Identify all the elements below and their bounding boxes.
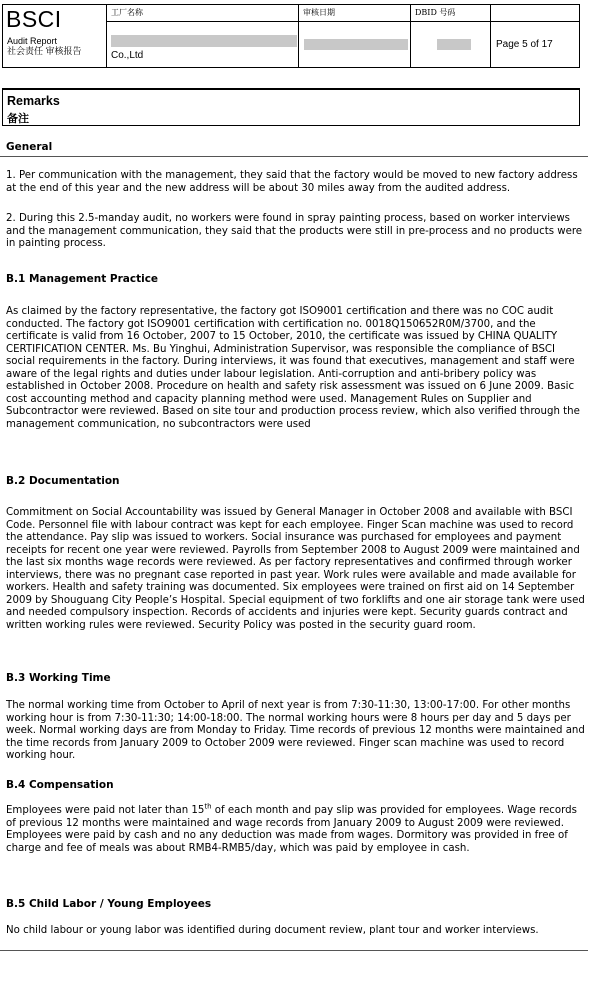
remarks-title: Remarks <box>7 94 60 108</box>
page-number: Page 5 of 17 <box>496 39 553 50</box>
remarks-title-zh: 备注 <box>7 112 29 125</box>
section-text-b4-part-a: Employees were paid not later than 15 <box>6 805 205 816</box>
audit-date-cell <box>299 5 411 67</box>
page-bottom-divider <box>0 950 588 951</box>
section-heading-b5: B.5 Child Labor / Young Employees <box>6 898 212 910</box>
factory-name-cell <box>107 5 299 67</box>
general-paragraph-2: 2. During this 2.5-manday audit, no workers were found in spray painting process, based on worker interviews and the management communication, they said that the products were still in pre-process and no products were in painting process. <box>6 213 583 249</box>
factory-suffix: Co.,Ltd <box>111 50 144 61</box>
brand-cell <box>3 5 107 67</box>
remarks-box <box>2 88 580 126</box>
dbid-cell <box>411 5 491 67</box>
section-heading-b3: B.3 Working Time <box>6 672 111 684</box>
section-text-b5: No child labour or young labor was identified during document review, plant tour and worker interviews. <box>6 925 539 936</box>
section-divider <box>0 156 588 157</box>
general-heading: General <box>6 141 53 153</box>
general-paragraph-1: 1. Per communication with the management, they said that the factory would be moved to new factory address at the end of this year and the new address will be about 30 miles away from the audited address. <box>6 170 578 194</box>
audit-date-label: 审核日期 <box>303 8 335 17</box>
brand-subtitle-zh: 社会责任 审核报告 <box>7 46 82 56</box>
redacted-dbid <box>437 39 471 50</box>
redacted-audit-date <box>304 39 408 50</box>
section-text-b4 <box>6 802 586 855</box>
section-heading-b1: B.1 Management Practice <box>6 273 159 285</box>
report-header <box>2 4 580 68</box>
header-divider <box>107 21 579 22</box>
ordinal-suffix: th <box>204 802 212 811</box>
factory-name-label: 工厂名称 <box>111 8 143 17</box>
brand-subtitle-en: Audit Report <box>7 36 58 46</box>
redacted-factory-name <box>111 35 297 47</box>
section-text-b1: As claimed by the factory representative, the factory got ISO9001 certification and there was no COC audit conducted. The factory got ISO9001 certification with certification no. 0018Q150652R0M/3700, and the certificate is valid from 16 October, 2007 to 15 October, 2010, the certificate was issued by CHINA QUALITY CERTIFICATION CENTER. Ms. Bu Yinghui, Administration Supervisor, was responsible the compliance of BSCI social requirements in the factory. During interviews, it was found that executives, management and staff were aware of the legal rights and duties under labour legislation. Anti-corruption and anti-bribery policy was established in October 2008. Procedure on health and safety risk assessment was issued on 6 June 2009. Basic cost accounting method and capacity planning method were used. Management Rules on Supplier and Subcontractor were reviewed. Based on site tour and production process review, which also verified through the management communication, no subcontractors were used <box>6 306 580 430</box>
brand-logo-text: BSCI <box>6 6 62 32</box>
section-text-b4-part-b: of each month and pay slip was provided for employees. Wage records of previous 12 months were maintained and wage records from January 2009 to August 2009 were reviewed. Employees were paid by cash and no any deduction was made from wages. Dormitory was provided in free of charge and fee of meals was about RMB4-RMB5/day, which was paid by employee in cash. <box>6 805 577 854</box>
dbid-label: DBID 号码 <box>415 8 456 17</box>
section-heading-b2: B.2 Documentation <box>6 475 120 487</box>
brand-subtitle <box>7 36 82 56</box>
section-text-b2: Commitment on Social Accountability was issued by General Manager in October 2008 and available with BSCI Code. Personnel file with labour contract was kept for each employee. Finger Scan machine was used to record the attendance. Pay slip was issued to workers. Social insurance was purchased for employees and payment receipts for recent one year were reviewed. Payrolls from September 2008 to August 2009 were maintained and the last six months wage records were reviewed. As per factory representatives and confirmed through worker interviews, there was no pregnant case reported in past year. Work rules were available and made available for workers. Health and safety training was documented. Six employees were trained on first aid on 14 September 2009 by Shouguang City People’s Hospital. Special equipment of two forklifts and one air storage tank were used and needed compulsory inspection. Records of accidents and injuries were kept. Security guards contract and written working rules were reviewed. Security Policy was posted in the security guard room. <box>6 507 585 631</box>
section-text-b3: The normal working time from October to April of next year is from 7:30-11:30, 13:00-17:00. For other months working hour is from 7:30-11:30; 14:00-18:00. The normal working hours were 8 hours per day and 5 days per week. Normal working days are from Monday to Friday. Time records of previous 12 months were maintained and the time records from January 2009 to October 2009 were reviewed. Finger scan machine was used to record working hour. <box>6 700 585 761</box>
page-cell <box>491 5 579 67</box>
section-heading-b4: B.4 Compensation <box>6 779 114 791</box>
